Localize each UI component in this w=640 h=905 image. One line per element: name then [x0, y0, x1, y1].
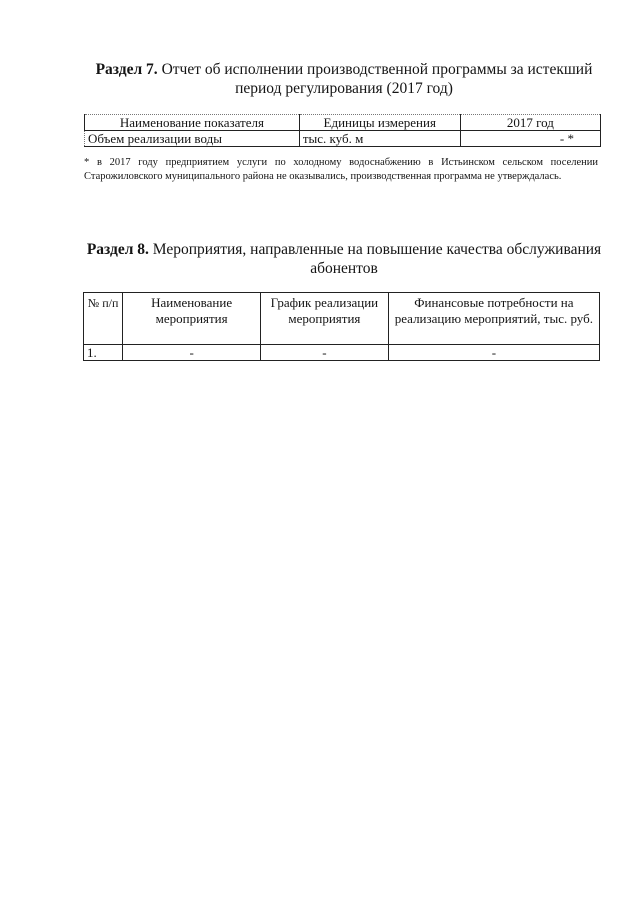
section-7-title: Отчет об исполнении производственной программы за истекший период регулирования (2017 год)	[161, 61, 593, 97]
section-7-footnote: * в 2017 году предприятием услуги по холодному водоснабжению в Истьинском сельском поселении Старожиловского муниципального района не оказывались, производственная программа не утверждалась.	[84, 157, 598, 182]
cell-indicator: Объем реализации воды	[85, 131, 300, 147]
table-row	[84, 345, 600, 361]
section-8-table	[83, 292, 600, 361]
column-header-measure: Наименование мероприятия	[123, 293, 261, 345]
cell-units: тыс. куб. м	[299, 131, 460, 147]
cell-number: 1.	[84, 345, 123, 361]
cell-schedule: -	[261, 345, 389, 361]
column-header-schedule: График реализации мероприятия	[261, 293, 389, 345]
table-row	[85, 131, 601, 147]
section-8-title: Мероприятия, направленные на повышение качества обслуживания абонентов	[152, 241, 602, 277]
column-header-year: 2017 год	[460, 115, 600, 131]
section-8-label: Раздел 8.	[86, 241, 149, 258]
column-header-financing: Финансовые потребности на реализацию мероприятий, тыс. руб.	[388, 293, 599, 345]
section-7-heading	[84, 60, 604, 98]
table-header-row	[85, 115, 601, 131]
column-header-indicator: Наименование показателя	[85, 115, 300, 131]
table-header-row	[84, 293, 600, 345]
section-7-table	[84, 114, 601, 147]
section-8-heading	[84, 240, 604, 278]
cell-financing: -	[388, 345, 599, 361]
column-header-number: № п/п	[84, 293, 123, 345]
section-7-label: Раздел 7.	[95, 61, 158, 78]
cell-year-value: - *	[460, 131, 600, 147]
column-header-units: Единицы измерения	[299, 115, 460, 131]
cell-measure: -	[123, 345, 261, 361]
